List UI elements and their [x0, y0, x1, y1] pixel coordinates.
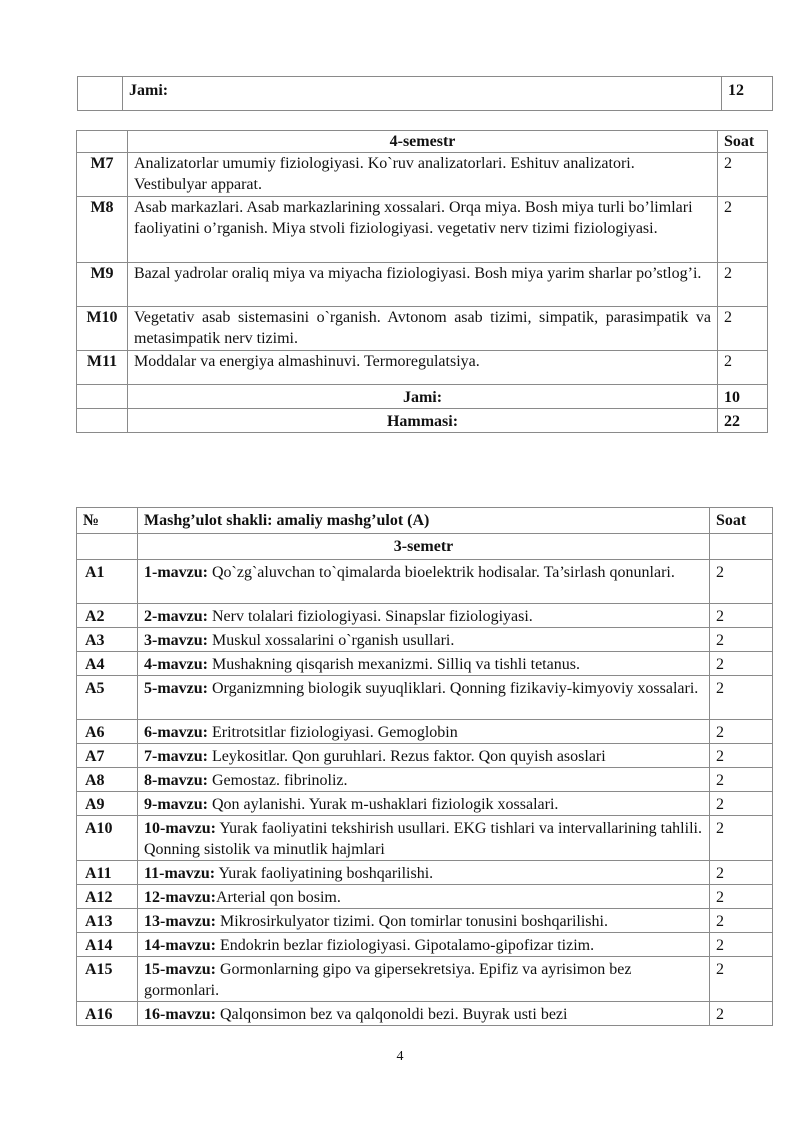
row-code: A16: [77, 1002, 138, 1026]
row-code: A7: [77, 744, 138, 768]
form-header: Mashg’ulot shakli: amaliy mashg’ulot (A): [138, 508, 710, 534]
topic-label: 6-mavzu:: [144, 724, 208, 741]
row-code: A12: [77, 885, 138, 909]
soat-header: Soat: [718, 131, 768, 153]
empty-cell: [77, 385, 128, 409]
topic-text: Qon aylanishi. Yurak m-ushaklari fiziologik xossalari.: [207, 796, 559, 813]
total-label: Jami:: [123, 77, 722, 111]
row-hours: 2: [718, 263, 768, 307]
topic-label: 15-mavzu:: [144, 961, 216, 978]
row-text: Bazal yadrolar oraliq miya va miyacha fiziologiyasi. Bosh miya yarim sharlar po’stlog’i.: [128, 263, 718, 307]
empty-cell: [77, 534, 138, 560]
topic-label: 8-mavzu:: [144, 772, 208, 789]
topic-text: Yurak faoliyatini tekshirish usullari. EKG tishlari va intervallarining tahlili. Qonning sistolik va minutlik hajmlari: [144, 820, 702, 858]
row-text: [138, 720, 710, 744]
row-text: [138, 652, 710, 676]
topic-label: 12-mavzu:: [144, 889, 216, 906]
table-row: [77, 604, 773, 628]
table-row: [77, 768, 773, 792]
row-hours: 2: [710, 604, 773, 628]
row-code: A9: [77, 792, 138, 816]
empty-cell: [710, 534, 773, 560]
topic-text: Mushakning qisqarish mexanizmi. Silliq va tishli tetanus.: [207, 656, 580, 673]
table-row: [77, 351, 768, 385]
row-hours: 2: [710, 744, 773, 768]
table-row: [77, 720, 773, 744]
topic-label: 14-mavzu:: [144, 937, 216, 954]
row-hours: 2: [710, 560, 773, 604]
empty-cell: [77, 409, 128, 433]
topic-text: Leykositlar. Qon guruhlari. Rezus faktor. Qon quyish asoslari: [207, 748, 606, 765]
row-text: [138, 676, 710, 720]
row-hours: 2: [710, 768, 773, 792]
topic-text: Organizmning biologik suyuqliklari. Qonning fizikaviy-kimyoviy xossalari.: [207, 680, 699, 697]
row-text: [138, 885, 710, 909]
row-hours: 2: [710, 816, 773, 861]
topic-text: Qalqonsimon bez va qalqonoldi bezi. Buyrak usti bezi: [215, 1006, 568, 1023]
topic-label: 11-mavzu:: [144, 865, 216, 882]
row-hours: 2: [710, 933, 773, 957]
row-hours: 2: [718, 351, 768, 385]
table-row: [77, 957, 773, 1002]
row-hours: 2: [718, 153, 768, 197]
row-code: M9: [77, 263, 128, 307]
row-code: A10: [77, 816, 138, 861]
lecture-table-4-semester: [76, 130, 768, 433]
row-text: [138, 933, 710, 957]
row-text: Moddalar va energiya almashinuvi. Termoregulatsiya.: [128, 351, 718, 385]
row-code: A11: [77, 861, 138, 885]
row-text: [138, 957, 710, 1002]
row-code: A2: [77, 604, 138, 628]
table-row: [77, 197, 768, 263]
grand-total-label: Hammasi:: [128, 409, 718, 433]
row-hours: 2: [710, 885, 773, 909]
topic-text: Eritrotsitlar fiziologiyasi. Gemoglobin: [207, 724, 458, 741]
topic-text: Gemostaz. fibrinoliz.: [207, 772, 348, 789]
table-row: [77, 560, 773, 604]
total-row: [77, 385, 768, 409]
row-text: [138, 861, 710, 885]
table-row: [77, 861, 773, 885]
row-hours: 2: [710, 792, 773, 816]
row-text: [138, 909, 710, 933]
row-code: M8: [77, 197, 128, 263]
topic-label: 4-mavzu:: [144, 656, 208, 673]
topic-label: 9-mavzu:: [144, 796, 208, 813]
table-row: [77, 816, 773, 861]
table-row: [77, 676, 773, 720]
row-code: M11: [77, 351, 128, 385]
row-text: [138, 560, 710, 604]
practical-lessons-table: [76, 507, 773, 1026]
grand-total-row: [77, 409, 768, 433]
table-row: [77, 1002, 773, 1026]
empty-cell: [77, 131, 128, 153]
table-row: [78, 77, 773, 111]
total-value: 12: [722, 77, 773, 111]
topic-label: 1-mavzu:: [144, 564, 208, 581]
table-row: [77, 153, 768, 197]
table-row: [77, 909, 773, 933]
row-hours: 2: [710, 652, 773, 676]
row-code: A5: [77, 676, 138, 720]
row-text: [138, 816, 710, 861]
semester-header: 4-semestr: [128, 131, 718, 153]
soat-header: Soat: [710, 508, 773, 534]
table-row: [77, 885, 773, 909]
table-header-row: [77, 508, 773, 534]
row-text: [138, 744, 710, 768]
topic-text: Qo`zg`aluvchan to`qimalarda bioelektrik hodisalar. Ta’sirlash qonunlari.: [207, 564, 675, 581]
topic-label: 2-mavzu:: [144, 608, 208, 625]
row-text: [138, 604, 710, 628]
topic-text: Arterial qon bosim.: [215, 889, 341, 906]
page-number: 4: [396, 1049, 404, 1064]
row-code: A1: [77, 560, 138, 604]
row-text: [138, 1002, 710, 1026]
total-value: 10: [718, 385, 768, 409]
table-row: [77, 307, 768, 351]
row-text: [138, 792, 710, 816]
table-row: [77, 792, 773, 816]
topic-label: 13-mavzu:: [144, 913, 216, 930]
row-code: A13: [77, 909, 138, 933]
row-code: A6: [77, 720, 138, 744]
row-text: Vegetativ asab sistemasini o`rganish. Avtonom asab tizimi, simpatik, parasimpatik va metasimpatik nerv tizimi.: [128, 307, 718, 351]
empty-cell: [78, 77, 123, 111]
row-hours: 2: [710, 720, 773, 744]
row-code: A15: [77, 957, 138, 1002]
row-code: M10: [77, 307, 128, 351]
topic-label: 10-mavzu:: [144, 820, 216, 837]
topic-text: Yurak faoliyatining boshqarilishi.: [215, 865, 434, 882]
topic-label: 16-mavzu:: [144, 1006, 216, 1023]
row-hours: 2: [710, 909, 773, 933]
number-header: №: [77, 508, 138, 534]
summary-table-3-semester: [77, 76, 773, 111]
topic-text: Mikrosirkulyator tizimi. Qon tomirlar tonusini boshqarilishi.: [215, 913, 608, 930]
topic-text: Endokrin bezlar fiziologiyasi. Gipotalamo-gipofizar tizim.: [215, 937, 595, 954]
row-text: [138, 628, 710, 652]
table-row: [77, 652, 773, 676]
row-hours: 2: [710, 628, 773, 652]
semester-row: [77, 534, 773, 560]
table-row: [77, 628, 773, 652]
row-text: Asab markazlari. Asab markazlarining xossalari. Orqa miya. Bosh miya turli bo’limlari faoliyatini o’rganish. Miya stvoli fiziologiyasi. vegetativ nerv tizimi fiziologiyasi.: [128, 197, 718, 263]
row-text: [138, 768, 710, 792]
row-hours: 2: [718, 307, 768, 351]
row-hours: 2: [710, 676, 773, 720]
topic-label: 7-mavzu:: [144, 748, 208, 765]
row-text: Analizatorlar umumiy fiziologiyasi. Ko`ruv analizatorlari. Eshituv analizatori. Vestibulyar apparat.: [128, 153, 718, 197]
topic-text: Nerv tolalari fiziologiyasi. Sinapslar fiziologiyasi.: [207, 608, 533, 625]
topic-label: 3-mavzu:: [144, 632, 208, 649]
semester-label: 3-semetr: [138, 534, 710, 560]
row-code: M7: [77, 153, 128, 197]
row-code: A8: [77, 768, 138, 792]
row-code: A3: [77, 628, 138, 652]
row-hours: 2: [718, 197, 768, 263]
table-row: [77, 933, 773, 957]
row-code: A14: [77, 933, 138, 957]
grand-total-value: 22: [718, 409, 768, 433]
row-code: A4: [77, 652, 138, 676]
row-hours: 2: [710, 957, 773, 1002]
table-row: [77, 263, 768, 307]
total-label: Jami:: [128, 385, 718, 409]
row-hours: 2: [710, 1002, 773, 1026]
topic-label: 5-mavzu:: [144, 680, 208, 697]
topic-text: Muskul xossalarini o`rganish usullari.: [207, 632, 455, 649]
table-row: [77, 744, 773, 768]
row-hours: 2: [710, 861, 773, 885]
topic-text: Gormonlarning gipo va gipersekretsiya. Epifiz va ayrisimon bez gormonlari.: [144, 961, 632, 999]
table-header-row: [77, 131, 768, 153]
